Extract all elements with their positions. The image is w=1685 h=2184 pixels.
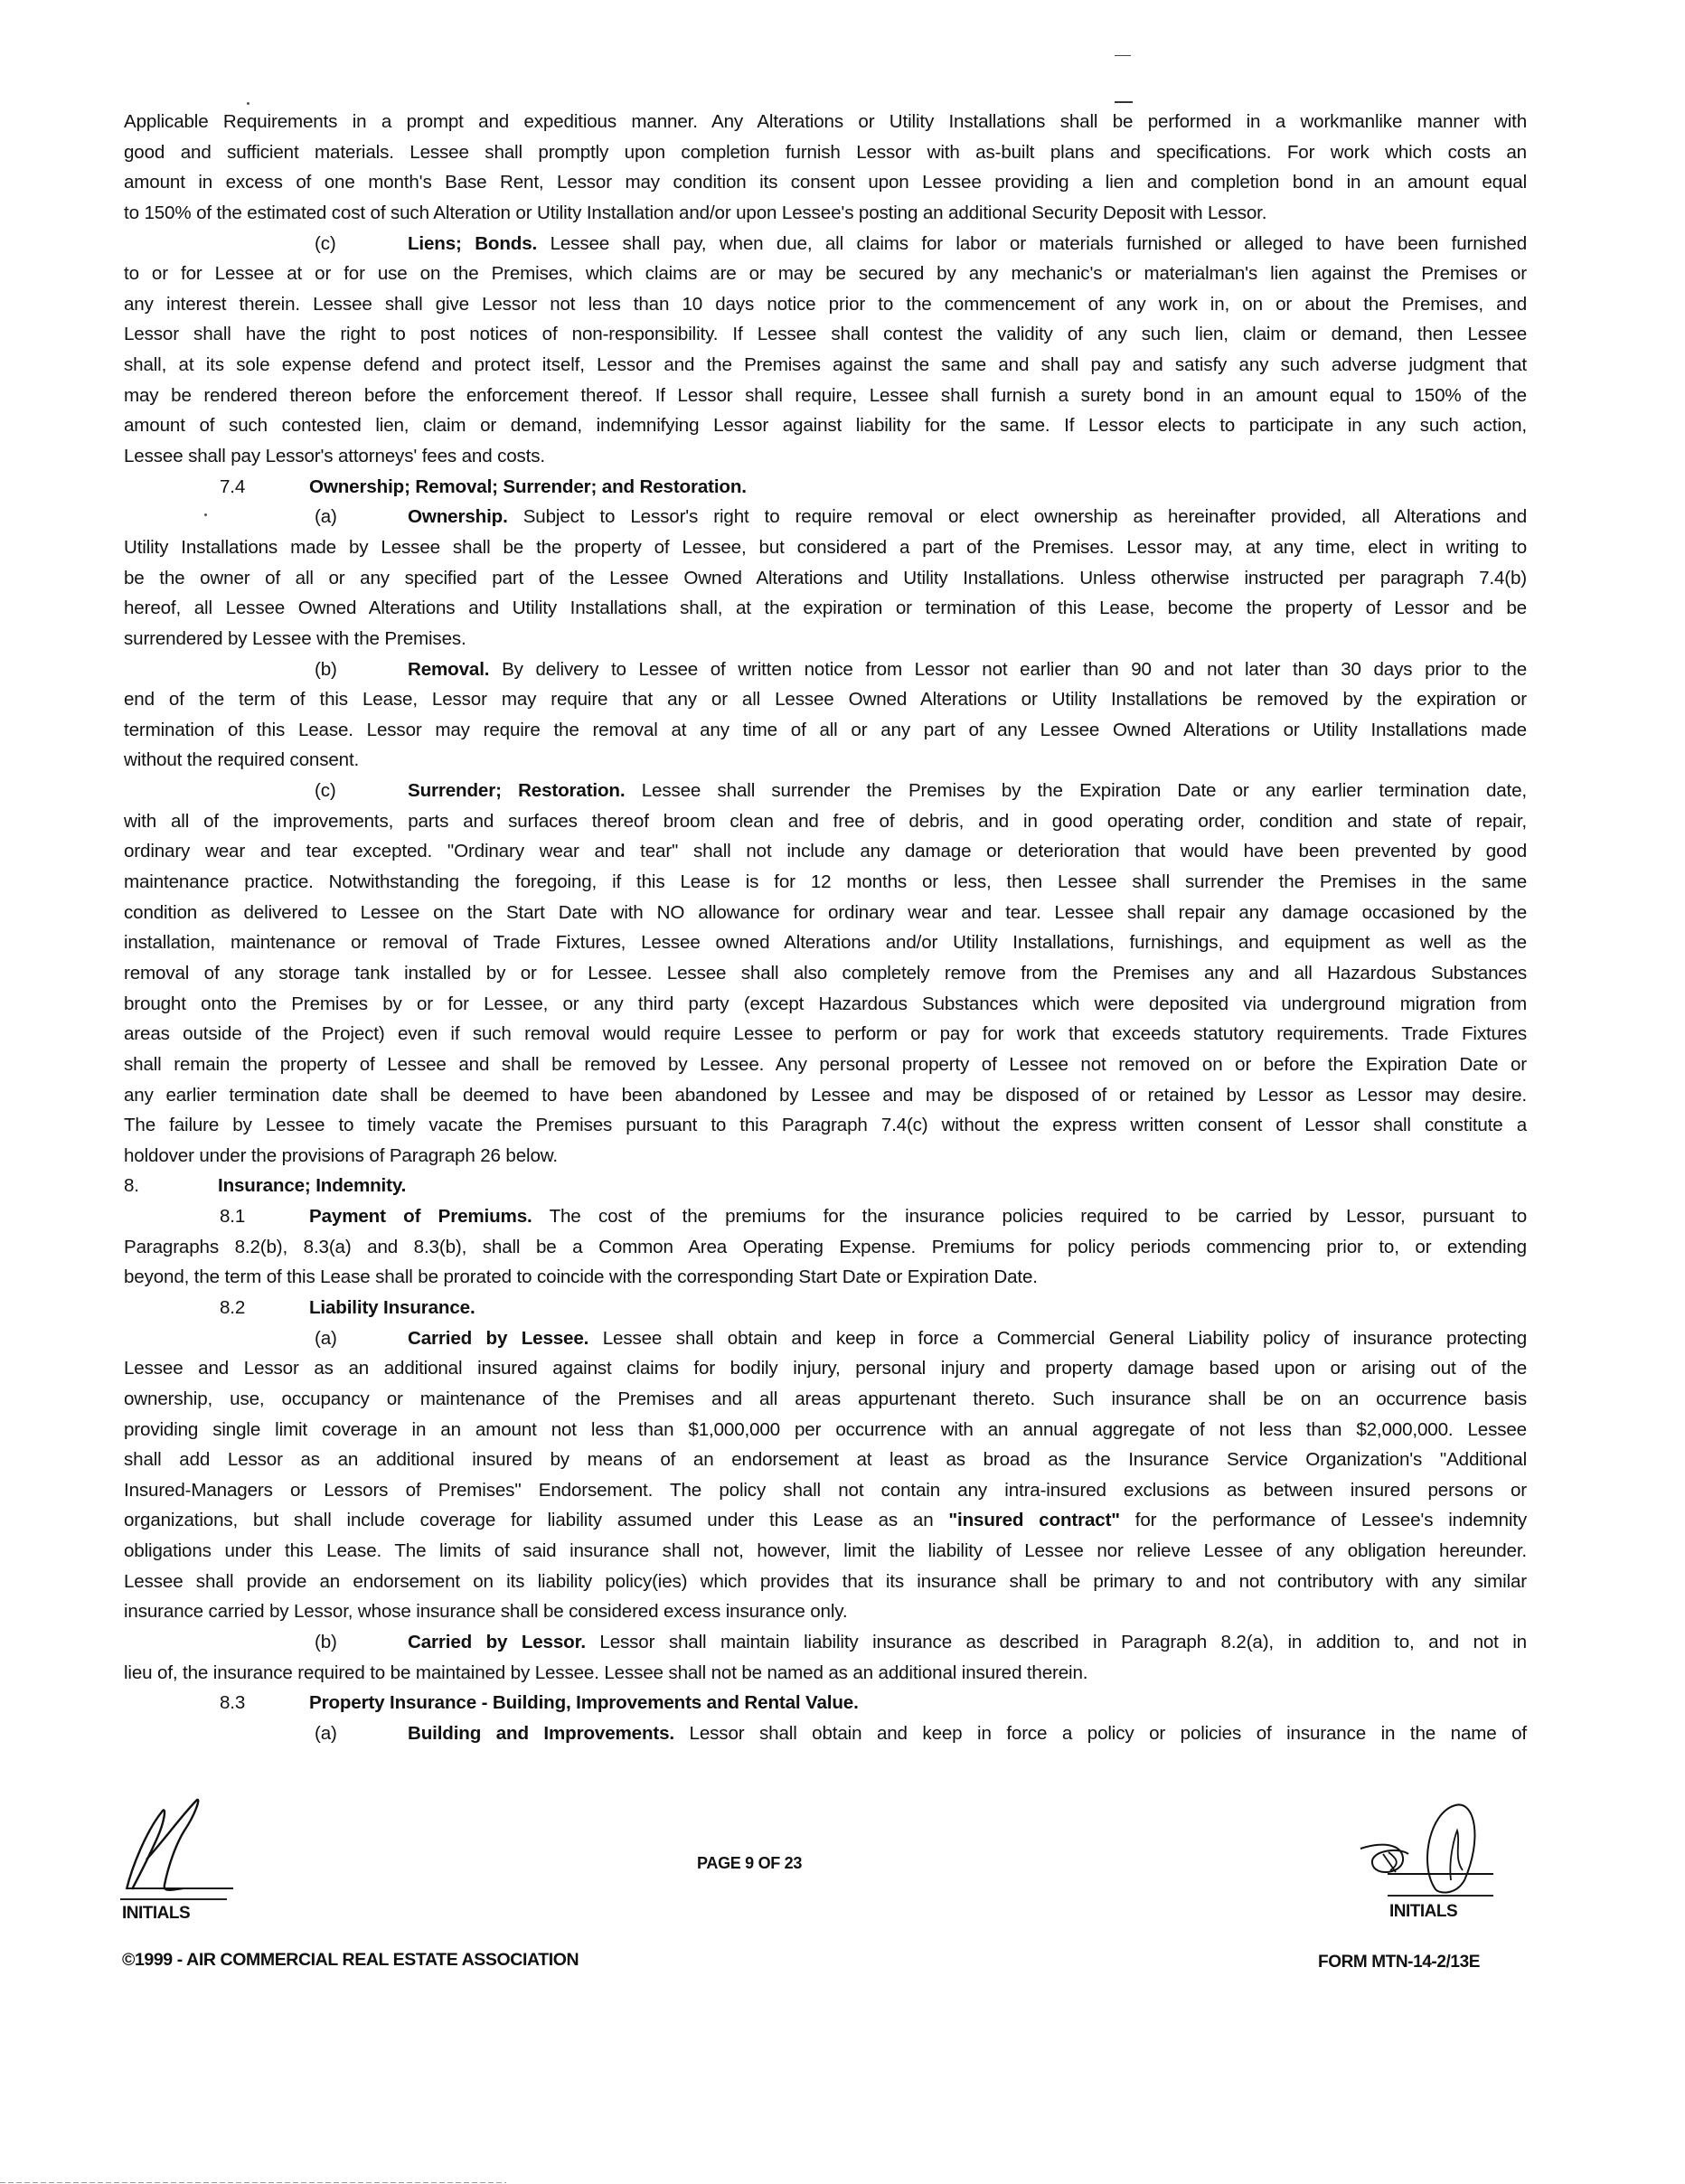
paragraph-text: to or for Lessee at or for use on the Premises, which claims are or may be secured by any mechanic's or materialman's lien against the Premises or <box>124 263 1527 285</box>
text-line <box>124 1171 1527 1201</box>
clause-term: Surrender; Restoration. <box>408 780 626 802</box>
subsection-number: 8.3 <box>220 1692 246 1714</box>
initials-label-right: INITIALS <box>1389 1902 1458 1921</box>
paragraph-text: shall add Lessor as an additional insured by means of an endorsement at least as broad as the Insurance Service Organization's "Additional <box>124 1449 1527 1471</box>
paragraph-text: without the required consent. <box>124 749 360 771</box>
paragraph-text: amount in excess of one month's Base Rent, Lessor may condition its consent upon Lessee providing a lien and completion bond in an amount equal <box>124 172 1527 193</box>
paragraph-text: shall, at its sole expense defend and protect itself, Lessor and the Premises against the same and shall pay and satisfy any such adverse judgment that <box>124 354 1527 376</box>
text-line <box>124 502 1527 532</box>
clause-term: Ownership. <box>408 506 508 528</box>
paragraph-text: hereof, all Lessee Owned Alterations and Utility Installations shall, at the expiration or termination of this Lease, become the property of Lessor and be <box>124 598 1527 619</box>
text-line <box>124 684 1527 715</box>
paragraph-text: Lessee shall surrender the Premises by the Expiration Date or any earlier termination date, <box>641 780 1528 802</box>
text-line <box>124 1567 1527 1597</box>
paragraph-text: By delivery to Lessee of written notice from Lessor not earlier than 90 and not later than 30 days prior to the <box>502 658 1527 680</box>
text-line <box>124 1384 1527 1415</box>
paragraph-text: any interest therein. Lessee shall give Lessor not less than 10 days notice prior to the commencement of any work in, on or about the Premises, and <box>124 293 1527 315</box>
text-line <box>124 472 1527 503</box>
text-line <box>124 958 1527 989</box>
paragraph-text: Lessor shall obtain and keep in force a policy or policies of insurance in the name of <box>689 1722 1527 1744</box>
text-line <box>124 715 1527 746</box>
section-title: Insurance; Indemnity. <box>218 1175 407 1197</box>
paragraph-text: any earlier termination date shall be deemed to have been abandoned by Lessee and may be disposed of or retained by Lessor as Lessor may desire. <box>124 1084 1527 1106</box>
paragraph-text: good and sufficient materials. Lessee shall promptly upon completion furnish Lessor with as-built plans and specifications. For work which costs an <box>124 141 1527 163</box>
paragraph-text: holdover under the provisions of Paragraph 26 below. <box>124 1144 558 1166</box>
paragraph-text: brought onto the Premises by or for Lessee, or any third party (except Hazardous Substances which were deposited via underground migration from <box>124 993 1527 1014</box>
subsection-title: Property Insurance - Building, Improvements and Rental Value. <box>309 1692 859 1714</box>
clause-label: (b) <box>315 658 337 680</box>
clause-label: (a) <box>315 1722 337 1744</box>
clause-label: (a) <box>315 506 337 528</box>
text-line <box>124 1293 1527 1323</box>
paragraph-text: amount of such contested lien, claim or demand, indemnifying Lessor against liability for the same. If Lessor elects to participate in any such action, <box>124 415 1527 437</box>
text-line <box>124 1080 1527 1111</box>
paragraph-text: maintenance practice. Notwithstanding the foregoing, if this Lease is for 12 months or less, then Lessee shall surrender the Premises in the same <box>124 871 1527 893</box>
text-line <box>124 319 1527 350</box>
text-line <box>124 836 1527 867</box>
paragraph-text: end of the term of this Lease, Lessor may require that any or all Lessee Owned Alterations or Utility Installations be removed by the expiration or <box>124 689 1527 711</box>
text-line <box>124 1201 1527 1232</box>
paragraph-text: Lessee shall provide an endorsement on its liability policy(ies) which provides that its insurance shall be primary to and not contributory with any similar <box>124 1570 1527 1592</box>
text-line <box>124 1019 1527 1050</box>
paragraph-text: termination of this Lease. Lessor may require the removal at any time of all or any part of any Lessee Owned Alterations or Utility Installations made <box>124 719 1527 740</box>
text-line <box>124 259 1527 289</box>
text-line <box>124 1627 1527 1658</box>
paragraph-text: to 150% of the estimated cost of such Alteration or Utility Installation and/or upon Lessee's posting an additional Security Deposit with Lessor. <box>124 202 1267 223</box>
paragraph-text: Paragraphs 8.2(b), 8.3(a) and 8.3(b), shall be a Common Area Operating Expense. Premiums for policy periods commencing prior to, or extending <box>124 1236 1527 1257</box>
scan-mark <box>1115 101 1133 103</box>
text-line <box>124 927 1527 958</box>
initials-line-left <box>120 1898 227 1900</box>
text-line <box>124 1415 1527 1445</box>
paragraph-text: with all of the improvements, parts and surfaces thereof broom clean and free of debris, and in good operating order, condition and state of repair, <box>124 810 1527 832</box>
paragraph-text: The cost of the premiums for the insurance policies required to be carried by Lessor, pursuant to <box>549 1206 1528 1228</box>
paragraph-text: areas outside of the Project) even if such removal would require Lessee to perform or pay for work that exceeds statutory requirements. Trade Fixtures <box>124 1023 1527 1045</box>
paragraph-text: Lessee shall pay, when due, all claims for labor or materials furnished or alleged to have been furnished <box>550 232 1528 254</box>
paragraph-text: ordinary wear and tear excepted. "Ordinary wear and tear" shall not include any damage or deterioration that would have been prevented by good <box>124 841 1527 862</box>
page-number: PAGE 9 OF 23 <box>697 1854 803 1872</box>
paragraph-text: Subject to Lessor's right to require removal or elect ownership as hereinafter provided, all Alterations and <box>522 506 1528 528</box>
text-line <box>124 745 1527 776</box>
text-line <box>124 776 1527 806</box>
text-line <box>124 1262 1527 1293</box>
text-line <box>124 1232 1527 1263</box>
scan-speck <box>247 102 249 105</box>
clause-term: Building and Improvements. <box>408 1722 674 1744</box>
clause-term: Liens; Bonds. <box>408 232 538 254</box>
subsection-number: 8.1 <box>220 1206 246 1228</box>
paragraph-text: Lessee shall obtain and keep in force a Commercial General Liability policy of insurance protecting <box>602 1327 1527 1349</box>
emphasized-term: "insured contract" <box>948 1510 1120 1531</box>
signature-right-icon <box>1356 1794 1501 1898</box>
clause-term: Removal. <box>408 658 490 680</box>
paragraph-text: The failure by Lessee to timely vacate the Premises pursuant to this Paragraph 7.4(c) without the express written consent of Lessor shall constitute a <box>124 1115 1527 1136</box>
text-line <box>124 867 1527 898</box>
document-body <box>124 107 1527 1749</box>
clause-label: (b) <box>315 1632 337 1653</box>
scan-edge-artifact <box>0 2182 506 2183</box>
section-number: 8. <box>124 1175 139 1197</box>
paragraph-text: beyond, the term of this Lease shall be prorated to coincide with the corresponding Start Date or Expiration Date. <box>124 1266 1038 1288</box>
text-line <box>124 654 1527 685</box>
scan-speck <box>204 513 207 516</box>
clause-term: Carried by Lessee. <box>408 1327 589 1349</box>
text-line <box>124 1596 1527 1627</box>
text-line <box>124 898 1527 928</box>
paragraph-text: condition as delivered to Lessee on the Start Date with NO allowance for ordinary wear and tear. Lessee shall repair any damage occasioned by the <box>124 901 1527 923</box>
text-line <box>124 1141 1527 1172</box>
paragraph-text: insurance carried by Lessor, whose insurance shall be considered excess insurance only. <box>124 1601 848 1623</box>
paragraph-text: may be rendered thereon before the enforcement thereof. If Lessor shall require, Lessee shall furnish a surety bond in an amount equal to 150% of the <box>124 384 1527 406</box>
paragraph-text: Lessor shall have the right to post notices of non-responsibility. If Lessee shall contest the validity of any such lien, claim or demand, then Lessee <box>124 324 1527 345</box>
paragraph-text: Utility Installations made by Lessee shall be the property of Lessee, but considered a part of the Premises. Lessor may, at any time, elect in writing to <box>124 536 1527 558</box>
text-line <box>124 532 1527 563</box>
text-line <box>124 1688 1527 1718</box>
text-line <box>124 198 1527 229</box>
paragraph-text: providing single limit coverage in an amount not less than $1,000,000 per occurrence with an annual aggregate of not less than $2,000,000. Lessee <box>124 1418 1527 1440</box>
text-line <box>124 1353 1527 1384</box>
paragraph-text: installation, maintenance or removal of Trade Fixtures, Lessee owned Alterations and/or Utility Installations, furnishings, and equipment as well as the <box>124 932 1527 954</box>
paragraph-text: be the owner of all or any specified part of the Lessee Owned Alterations and Utility Installations. Unless otherwise instructed per paragraph 7.4(b) <box>124 567 1527 588</box>
text-line <box>124 350 1527 381</box>
paragraph-text: obligations under this Lease. The limits of said insurance shall not, however, limit the liability of Lessee nor relieve Lessee of any obligation hereunder. <box>124 1540 1527 1562</box>
text-line <box>124 1718 1527 1749</box>
text-line <box>124 137 1527 168</box>
paragraph-text: organizations, but shall include coverage for liability assumed under this Lease as an <box>124 1510 949 1531</box>
text-line <box>124 441 1527 472</box>
subsection-number: 8.2 <box>220 1296 246 1318</box>
initials-line-right <box>1388 1895 1493 1897</box>
text-line <box>124 1323 1527 1354</box>
signature-left-icon <box>119 1794 237 1898</box>
paragraph-text: shall remain the property of Lessee and shall be removed by Lessee. Any personal property of Lessee not removed on or before the Expiration Date or <box>124 1053 1527 1075</box>
subsection-title: Liability Insurance. <box>309 1296 475 1318</box>
paragraph-first-line <box>124 1201 1527 1232</box>
paragraph-text: removal of any storage tank installed by or for Lessee. Lessee shall also completely remove from the Premises any and all Hazardous Substances <box>124 962 1527 984</box>
text-line <box>124 1536 1527 1567</box>
clause-label: (c) <box>315 232 336 254</box>
text-line <box>124 1050 1527 1080</box>
paragraph-text: lieu of, the insurance required to be maintained by Lessee. Lessee shall not be named as an additional insured therein. <box>124 1662 1088 1683</box>
text-line <box>124 806 1527 837</box>
text-line <box>124 107 1527 137</box>
subsection-title: Ownership; Removal; Surrender; and Restoration. <box>309 475 747 497</box>
initials-label-left: INITIALS <box>122 1904 191 1923</box>
copyright-notice: ©1999 - AIR COMMERCIAL REAL ESTATE ASSOCIATION <box>122 1950 579 1970</box>
text-line <box>124 563 1527 594</box>
paragraph-text: Lessee shall pay Lessor's attorneys' fees and costs. <box>124 446 545 467</box>
text-line <box>124 593 1527 624</box>
subsection-term: Payment of Premiums. <box>309 1206 532 1228</box>
paragraph-text: for the performance of Lessee's indemnity <box>1119 1510 1527 1531</box>
form-id: FORM MTN-14-2/13E <box>1318 1953 1481 1972</box>
text-line <box>124 624 1527 654</box>
clause-label: (c) <box>315 780 336 802</box>
text-line <box>124 1505 1527 1536</box>
text-line <box>124 1110 1527 1141</box>
paragraph-text: Lessee and Lessor as an additional insured against claims for bodily injury, personal injury and property damage based upon or arising out of the <box>124 1358 1527 1379</box>
paragraph-text: surrendered by Lessee with the Premises. <box>124 627 466 649</box>
paragraph-text: ownership, use, occupancy or maintenance of the Premises and all areas appurtenant thereto. Such insurance shall be on an occurrence basis <box>124 1388 1527 1409</box>
text-line <box>124 229 1527 259</box>
text-line <box>124 1658 1527 1689</box>
scan-mark <box>1115 55 1131 56</box>
text-line <box>124 1445 1527 1475</box>
paragraph-text: Insured-Managers or Lessors of Premises" Endorsement. The policy shall not contain any intra-insured exclusions as between insured persons or <box>124 1479 1527 1501</box>
text-line <box>124 381 1527 411</box>
text-line <box>124 289 1527 320</box>
subsection-number: 7.4 <box>220 475 246 497</box>
text-line <box>124 1475 1527 1506</box>
text-line <box>124 989 1527 1020</box>
text-line <box>124 410 1527 441</box>
paragraph-text: Applicable Requirements in a prompt and expeditious manner. Any Alterations or Utility Installations shall be performed in a workmanlike manner with <box>124 111 1527 132</box>
clause-term: Carried by Lessor. <box>408 1632 586 1653</box>
text-line <box>124 167 1527 198</box>
paragraph-text: Lessor shall maintain liability insurance as described in Paragraph 8.2(a), in addition to, and not in <box>599 1632 1527 1653</box>
clause-label: (a) <box>315 1327 337 1349</box>
